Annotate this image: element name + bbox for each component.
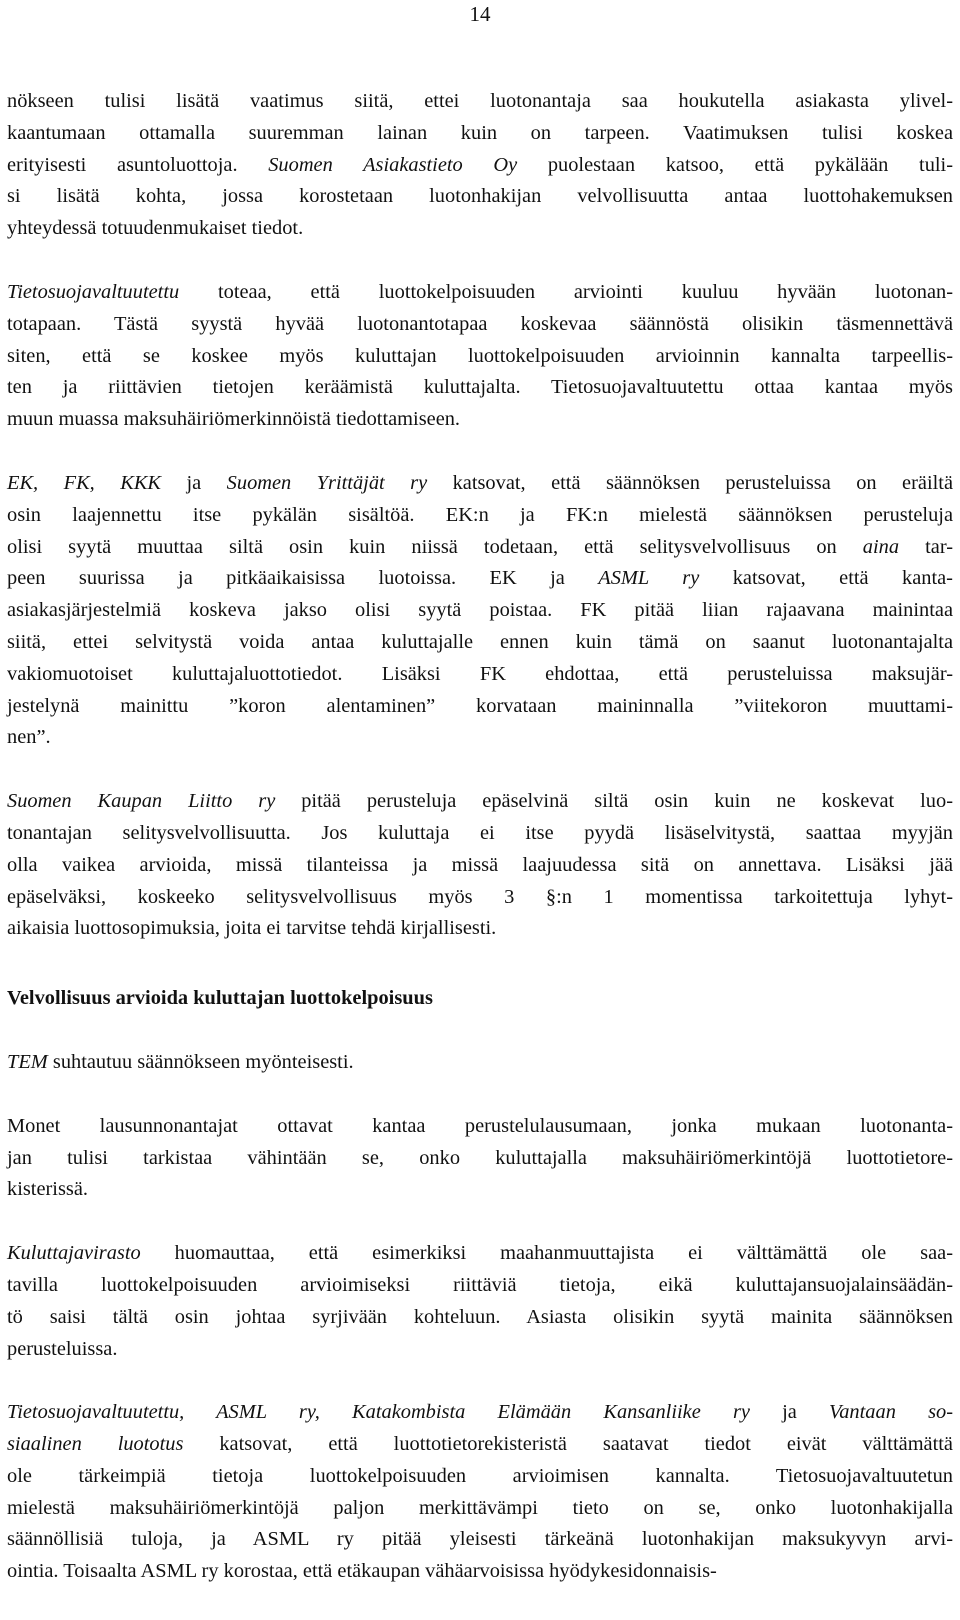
- text-run: muun muassa maksuhäiriömerkinnöistä tiedottamiseen.: [7, 408, 461, 431]
- paragraph: [7, 1238, 953, 1365]
- text-line: [7, 786, 953, 818]
- paragraph: [7, 468, 953, 754]
- text-run: tonantajan selitysvelvollisuutta. Jos kuluttaja ei itse pyydä lisäselvitystä, saattaa myyjän: [7, 821, 953, 844]
- text-run: siten, että se koskee myös kuluttajan luottokelpoisuuden arvioinnin kannalta tarpeellis-: [7, 344, 953, 367]
- paragraph: [7, 277, 953, 436]
- text-run: jestelynä mainittu ”koron alentaminen” korvataan maininnalla ”viitekoron muuttami-: [7, 694, 953, 717]
- text-run: kaantumaan ottamalla suuremman lainan kuin on tarpeen. Vaatimuksen tulisi koskea: [7, 121, 953, 144]
- text-run: pitää perusteluja epäselvinä siltä osin kuin ne koskevat luo-: [275, 790, 953, 813]
- text-line: [7, 181, 953, 213]
- text-line: [7, 1397, 953, 1429]
- italic-text: Suomen Asiakastieto Oy: [268, 153, 518, 176]
- text-run: katsovat, että kanta-: [699, 567, 953, 590]
- text-run: olisi syytä muuttaa siltä osin kuin niissä todetaan, että selitysvelvollisuus on: [7, 535, 863, 558]
- text-run: tar-: [899, 535, 953, 558]
- text-line: [7, 1047, 953, 1079]
- italic-text: Suomen Yrittäjät ry: [226, 471, 428, 494]
- text-line: [7, 1524, 953, 1556]
- text-line: [7, 118, 953, 150]
- text-line: [7, 372, 953, 404]
- italic-text: siaalinen luototus: [7, 1433, 184, 1456]
- text-run: olla vaikea arvioida, missä tilanteissa ja missä laajuudessa sitä on annettava. Lisäksi jää: [7, 853, 953, 876]
- text-line: [7, 1302, 953, 1334]
- italic-text: EK, FK, KKK: [7, 471, 162, 494]
- paragraph: [7, 86, 953, 245]
- text-run: suhtautuu säännökseen myönteisesti.: [47, 1050, 354, 1073]
- text-run: si lisätä kohta, jossa korostetaan luotonhakijan velvollisuutta antaa luottohakemuksen: [7, 185, 953, 208]
- text-line: [7, 500, 953, 532]
- text-run: puolestaan katsoo, että pykälään tuli-: [517, 153, 954, 176]
- text-line: [7, 468, 953, 500]
- text-line: [7, 563, 953, 595]
- page-number: 14: [469, 2, 491, 26]
- text-line: [7, 1270, 953, 1302]
- text-run: kisterissä.: [7, 1178, 88, 1201]
- text-line: [7, 627, 953, 659]
- text-line: [7, 913, 953, 945]
- text-run: ointia. Toisaalta ASML ry korostaa, että etäkaupan vähäarvoisissa hyödykesidonnaisis-: [7, 1560, 717, 1583]
- text-run: Monet lausunnonantajat ottavat kantaa perustelulausumaan, jonka mukaan luotonanta-: [7, 1114, 953, 1137]
- text-run: tavilla luottokelpoisuuden arvioimiseksi riittäviä tietoja, eikä kuluttajansuojalainsäädän-: [7, 1273, 953, 1296]
- italic-text: TEM: [7, 1050, 48, 1073]
- text-run: nökseen tulisi lisätä vaatimus siitä, ettei luotonantaja saa houkutella asiakasta ylivel-: [7, 90, 953, 112]
- text-run: ja: [161, 471, 227, 494]
- text-run: katsovat, että säännöksen perusteluissa on eräiltä: [427, 471, 953, 494]
- text-run: asiakasjärjestelmiä koskeva jakso olisi syytä poistaa. FK pitää liian rajaavana mainintaa: [7, 599, 953, 622]
- text-line: [7, 818, 953, 850]
- text-line: [7, 213, 953, 245]
- italic-text: ASML ry: [598, 567, 700, 590]
- text-run: toteaa, että luottokelpoisuuden arviointi kuuluu hyvään luotonan-: [179, 280, 953, 303]
- paragraph: [7, 1397, 953, 1588]
- text-run: osin laajennettu itse pykälän sisältöä. EK:n ja FK:n mielestä säännöksen perusteluja: [7, 503, 953, 526]
- text-run: ole tärkeimpiä tietoja luottokelpoisuuden arvioimisen kannalta. Tietosuojavaltuutetun: [7, 1464, 953, 1487]
- paragraph: [7, 786, 953, 945]
- text-line: [7, 1143, 953, 1175]
- italic-text: Vantaan so-: [829, 1401, 953, 1424]
- text-run: perusteluissa.: [7, 1337, 118, 1360]
- text-run: erityisesti asuntoluottoja.: [7, 153, 269, 176]
- text-line: [7, 1429, 953, 1461]
- text-line: [7, 404, 953, 436]
- text-line: [7, 532, 953, 564]
- text-line: [7, 1461, 953, 1493]
- text-line: [7, 1238, 953, 1270]
- text-run: huomauttaa, että esimerkiksi maahanmuuttajista ei välttämättä ole saa-: [140, 1242, 953, 1265]
- text-line: [7, 691, 953, 723]
- italic-text: Kuluttajavirasto: [7, 1242, 141, 1265]
- italic-text: aina: [862, 535, 900, 558]
- text-line: [7, 595, 953, 627]
- text-run: ja: [749, 1401, 830, 1424]
- text-line: [7, 309, 953, 341]
- text-run: peen suurissa ja pitkäaikaisissa luotoissa. EK ja: [7, 567, 599, 590]
- text-run: mielestä maksuhäiriömerkintöjä paljon merkittävämpi tieto on se, onko luotonhakijalla: [7, 1496, 953, 1519]
- text-run: säännöllisiä tuloja, ja ASML ry pitää yleisesti tärkeänä luotonhakijan maksukyvyn arvi-: [7, 1528, 953, 1551]
- section-heading: Velvollisuus arvioida kuluttajan luottokelpoisuus: [7, 987, 433, 1010]
- text-line: [7, 722, 953, 754]
- text-line: [7, 86, 953, 118]
- text-run: aikaisia luottosopimuksia, joita ei tarvitse tehdä kirjallisesti.: [7, 917, 497, 940]
- text-run: ten ja riittävien tietojen keräämistä kuluttajalta. Tietosuojavaltuutettu ottaa kantaa myös: [7, 376, 953, 399]
- text-run: siitä, ettei selvitystä voida antaa kuluttajalle ennen kuin tämä on saanut luotonantajalta: [7, 630, 953, 653]
- text-line: [7, 341, 953, 373]
- text-line: [7, 850, 953, 882]
- italic-text: Tietosuojavaltuutettu, ASML ry, Katakombista Elämään Kansanliike ry: [7, 1401, 750, 1424]
- text-line: [7, 659, 953, 691]
- text-line: [7, 150, 953, 182]
- text-line: [7, 882, 953, 914]
- text-line: [7, 1174, 953, 1206]
- text-run: jan tulisi tarkistaa vähintään se, onko kuluttajalla maksuhäiriömerkintöjä luottotietore-: [7, 1146, 953, 1169]
- text-line: [7, 1556, 953, 1588]
- text-run: nen”.: [7, 726, 51, 749]
- text-line: [7, 1493, 953, 1525]
- section-opinions-1: [7, 86, 953, 945]
- text-line: [7, 1334, 953, 1366]
- italic-text: Suomen Kaupan Liitto ry: [7, 790, 276, 813]
- paragraph: [7, 1111, 953, 1206]
- text-run: totapaan. Tästä syystä hyvää luotonantotapaa koskevaa säännöstä olisikin täsmennettävä: [7, 312, 953, 335]
- text-run: vakiomuotoiset kuluttajaluottotiedot. Lisäksi FK ehdottaa, että perusteluissa maksujär-: [7, 662, 953, 685]
- document-body: [7, 86, 953, 1620]
- text-run: katsovat, että luottotietorekisteristä saatavat tiedot eivät välttämättä: [183, 1433, 953, 1456]
- paragraph: [7, 1047, 953, 1079]
- italic-text: Tietosuojavaltuutettu: [7, 280, 180, 303]
- text-run: tö saisi tältä osin johtaa syrjivään kohteluun. Asiasta olisikin syytä mainita säännöksen: [7, 1305, 953, 1328]
- text-line: [7, 277, 953, 309]
- text-run: yhteydessä totuudenmukaiset tiedot.: [7, 217, 304, 240]
- section-opinions-2: [7, 1047, 953, 1588]
- text-run: epäselväksi, koskeeko selitysvelvollisuus myös 3 §:n 1 momentissa tarkoitettuja lyhyt-: [7, 885, 953, 908]
- text-line: [7, 1111, 953, 1143]
